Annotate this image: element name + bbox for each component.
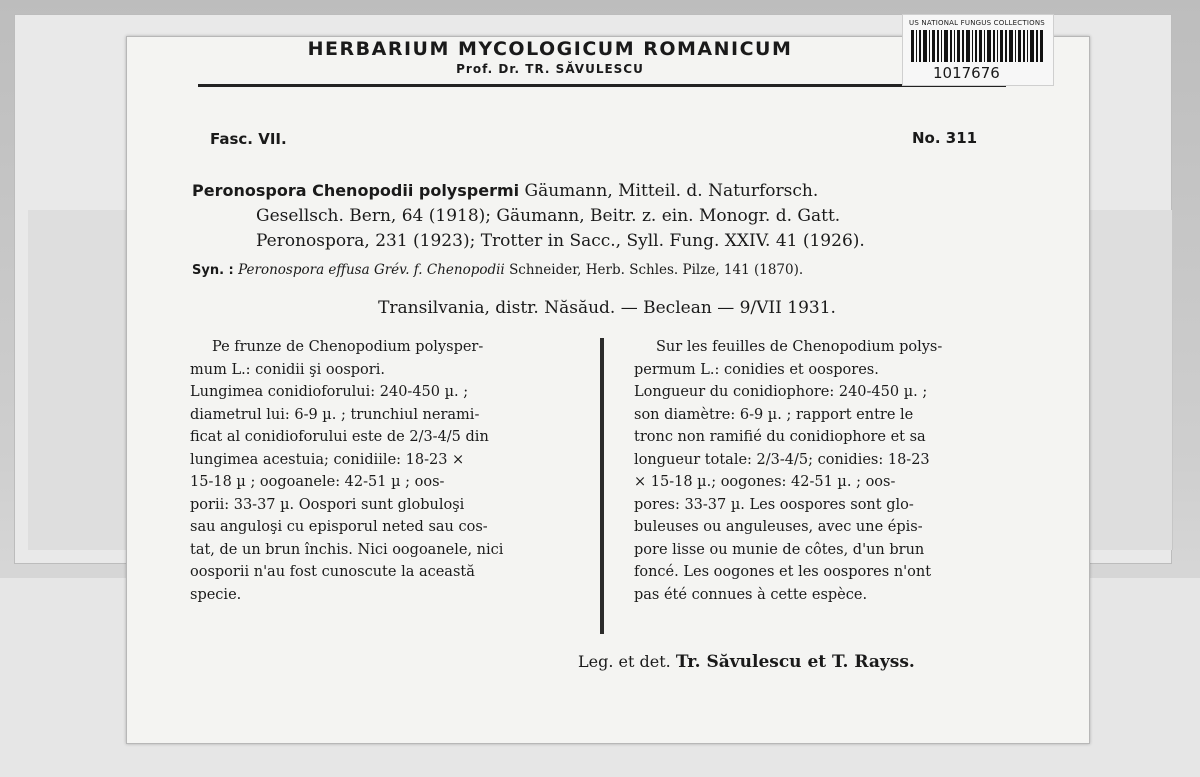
ro-line: 15-18 µ ; oogoanele: 42-51 µ ; oos- xyxy=(190,474,445,490)
synonym-authority: Schneider, Herb. Schles. Pilze, 141 (1870). xyxy=(509,262,804,278)
barcode-label xyxy=(902,14,1054,86)
fr-line: Sur les feuilles de Chenopodium polys- xyxy=(656,339,943,355)
taxon-name: Peronospora Chenopodii polyspermi xyxy=(192,181,520,200)
header-subtitle: Prof. Dr. TR. SĂVULESCU xyxy=(456,62,644,76)
taxon-line-1 xyxy=(192,178,1022,204)
ro-line: lungimea acestuia; conidiile: 18-23 × xyxy=(190,451,465,468)
locality: Transilvania, distr. Năsăud. — Beclean — 9/VII 1931. xyxy=(378,298,836,318)
fr-line: foncé. Les oogones et les oospores n'ont xyxy=(634,564,932,580)
synonym-label: Syn. : xyxy=(192,263,234,278)
ro-line: porii: 33-37 µ. Oospori sunt globuloşi xyxy=(190,496,465,513)
ro-line: sau anguloşi cu episporul neted sau cos- xyxy=(190,519,488,535)
header-divider xyxy=(198,84,1006,87)
ro-line: tat, de un brun închis. Nici oogoanele, nici xyxy=(190,541,504,558)
taxon-block xyxy=(192,178,1022,254)
folder-flap-left xyxy=(28,210,139,550)
fr-line: son diamètre: 6-9 µ. ; rapport entre le xyxy=(634,406,914,423)
ro-line: oosporii n'au fost cunoscute la această xyxy=(190,564,475,580)
ro-line: diametrul lui: 6-9 µ. ; trunchiul nerami- xyxy=(190,406,480,423)
fr-line: pores: 33-37 µ. Les oospores sont glo- xyxy=(634,496,914,513)
collector-line xyxy=(578,652,915,672)
ro-line: specie. xyxy=(190,586,242,603)
fr-line: × 15-18 µ.; oogones: 42-51 µ. ; oos- xyxy=(634,474,896,490)
description-french xyxy=(634,336,1034,606)
barcode-number: 1017676 xyxy=(933,64,1000,82)
header-title: HERBARIUM MYCOLOGICUM ROMANICUM xyxy=(307,38,793,60)
taxon-citation-3: Peronospora, 231 (1923); Trotter in Sacc., Syll. Fung. XXIV. 41 (1926). xyxy=(256,231,865,251)
fr-line: Longueur du conidiophore: 240-450 µ. ; xyxy=(634,384,928,400)
fascicle-label: Fasc. VII. xyxy=(210,130,287,148)
fr-line: buleuses ou anguleuses, avec une épis- xyxy=(634,519,923,535)
collector-prefix: Leg. et det. xyxy=(578,652,671,671)
collector-names: Tr. Săvulescu et T. Rayss. xyxy=(675,652,915,672)
barcode-icon xyxy=(911,30,1045,62)
taxon-citation-2: Gesellsch. Bern, 64 (1918); Gäumann, Beitr. z. ein. Monogr. d. Gatt. xyxy=(256,206,841,226)
fr-line: pas été connues à cette espèce. xyxy=(634,586,868,603)
folder-flap-right xyxy=(1082,210,1173,550)
fr-line: longueur totale: 2/3-4/5; conidies: 18-23 xyxy=(634,451,930,468)
ro-line: ficat al conidioforului este de 2/3-4/5 din xyxy=(190,429,489,445)
fr-line: pore lisse ou munie de côtes, d'un brun xyxy=(634,541,925,558)
synonym-line xyxy=(192,262,1022,278)
ro-line: Lungimea conidioforului: 240-450 µ. ; xyxy=(190,384,469,400)
ro-line: Pe frunze de Chenopodium polysper- xyxy=(212,339,484,355)
specimen-number: No. 311 xyxy=(912,129,978,147)
fr-line: permum L.: conidies et oospores. xyxy=(634,361,879,378)
taxon-citation-1: Gäumann, Mitteil. d. Naturforsch. xyxy=(524,181,819,201)
barcode-org: US NATIONAL FUNGUS COLLECTIONS xyxy=(909,19,1045,27)
synonym-name: Peronospora effusa Grév. f. Chenopodii xyxy=(238,262,505,278)
description-romanian xyxy=(190,336,590,606)
column-divider xyxy=(600,338,604,634)
ro-line: mum L.: conidii şi oospori. xyxy=(190,361,385,378)
fr-line: tronc non ramifié du conidiophore et sa xyxy=(634,429,926,445)
